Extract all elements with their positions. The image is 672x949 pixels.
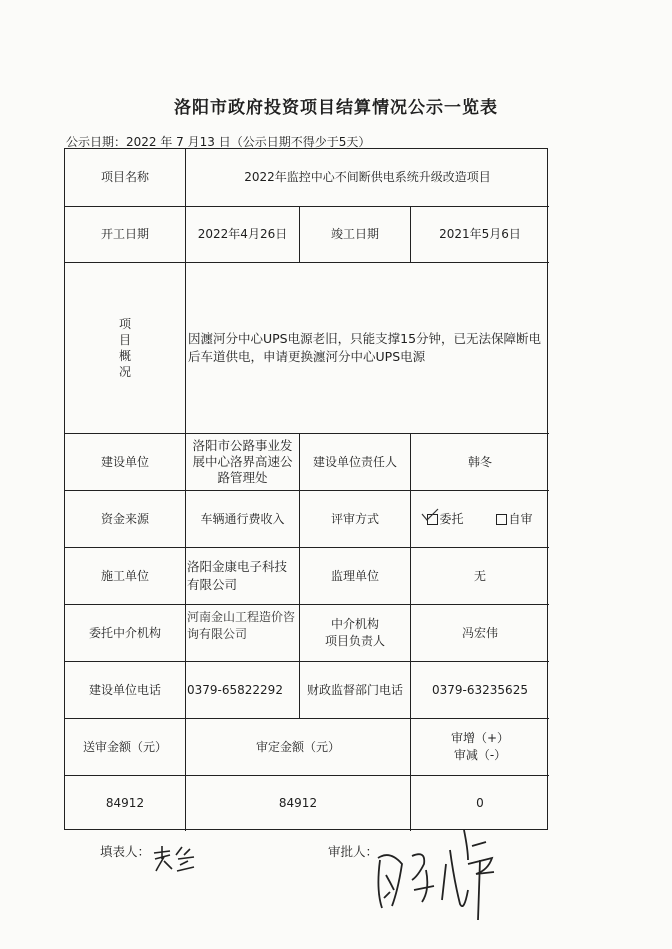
review-method-label: 评审方式 [330, 511, 379, 526]
page-title: 洛阳市政府投资项目结算情况公示一览表 [174, 98, 498, 118]
submitted-amount-header: 送审金额（元） [82, 739, 167, 754]
agency-label: 委托中介机构 [88, 625, 161, 640]
end-date-value: 2021年5月6日 [439, 227, 521, 241]
agency-value: 河南金山工程造价咨询有限公司 [187, 610, 296, 641]
review-method-options [411, 491, 549, 547]
agency-head-value: 冯宏伟 [461, 625, 498, 640]
project-name-label: 项目名称 [100, 170, 149, 184]
builder-resp-label: 建设单位责任人 [312, 454, 397, 469]
project-name-value: 2022年监控中心不间断供电系统升级改造项目 [244, 170, 491, 184]
funding-label: 资金来源 [100, 511, 149, 526]
finance-phone-value: 0379-63235625 [432, 682, 528, 697]
supervision-label: 监理单位 [330, 568, 379, 583]
overview-label-char: 概 [118, 349, 131, 363]
builder-label: 建设单位 [100, 454, 149, 469]
review-option-self[interactable]: 自审 [496, 511, 532, 528]
settlement-table [64, 148, 548, 830]
filler-signature [150, 843, 196, 873]
overview-text: 因瀍河分中心UPS电源老旧，只能支撑15分钟，已无法保障断电后车道供电，申请更换瀍河分中心UPS电源 [188, 331, 542, 364]
builder-phone-value: 0379-65822292 [187, 682, 283, 697]
difference-header [411, 719, 549, 775]
difference-header-line: 审增（+） [450, 731, 510, 745]
approved-amount-header: 审定金额（元） [255, 739, 340, 754]
approver-signature [368, 820, 504, 930]
finance-phone-label: 财政监督部门电话 [306, 682, 403, 697]
construction-value: 洛阳金康电子科技有限公司 [187, 559, 288, 592]
approver-label: 审批人： [328, 844, 379, 859]
agency-head-label [300, 605, 410, 661]
approved-amount-value: 84912 [278, 795, 318, 810]
supervision-value: 无 [473, 568, 486, 583]
checkbox-icon [496, 514, 507, 525]
end-date-label: 竣工日期 [330, 227, 379, 241]
difference-header-line: 审减（-） [453, 748, 507, 762]
submitted-amount-value: 84912 [105, 795, 145, 810]
overview-label-char: 目 [118, 333, 131, 347]
check-mark-icon [421, 508, 439, 522]
start-date-value: 2022年4月26日 [197, 227, 288, 241]
funding-value: 车辆通行费收入 [200, 511, 285, 526]
difference-value: 0 [476, 795, 484, 810]
overview-label-char: 项 [118, 317, 131, 331]
agency-head-label-line: 项目负责人 [324, 634, 385, 648]
builder-value: 洛阳市公路事业发展中心洛界高速公路管理处 [192, 438, 293, 485]
announce-date: 公示日期：2022 年 7 月13 日（公示日期不得少于5天） [66, 135, 371, 149]
overview-label [65, 263, 185, 433]
start-date-label: 开工日期 [100, 227, 149, 241]
overview-label-char: 况 [118, 365, 131, 379]
filler-label: 填表人： [100, 844, 151, 859]
builder-resp-value: 韩冬 [467, 454, 492, 469]
builder-phone-label: 建设单位电话 [88, 682, 161, 697]
construction-label: 施工单位 [100, 568, 149, 583]
review-option-commission[interactable]: 委托 [427, 511, 463, 528]
agency-head-label-line: 中介机构 [330, 617, 379, 631]
